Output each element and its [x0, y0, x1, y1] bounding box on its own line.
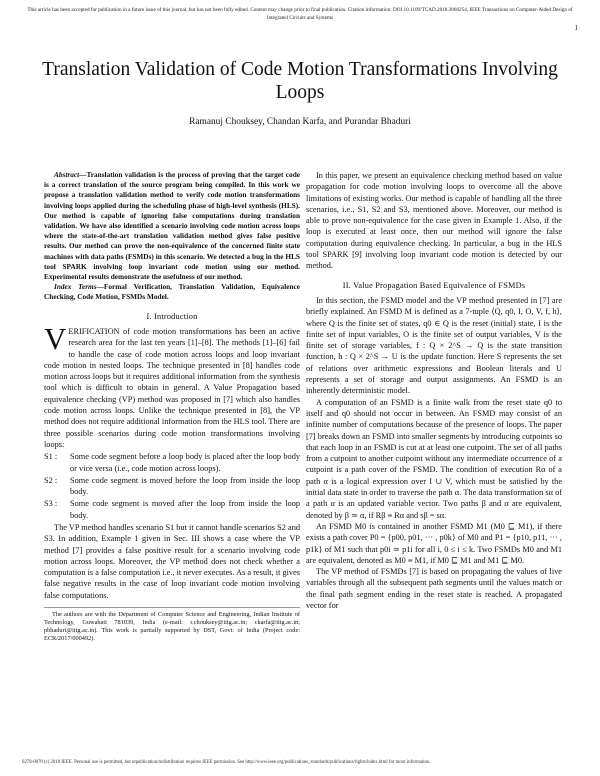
abstract-label: Abstract — [54, 170, 80, 179]
scenario-label: S3 : — [44, 499, 58, 509]
right-paragraph-1: In this paper, we present an equivalence checking method based on value propagation for code motion involving loops to overcome all the above limitations of existing works. Our method is capable of handling all the three scenarios, i.e., S1, S2 and S3, mentioned above. Moreover, our method is able to prove non-equivalence for the case given in Example 1. Also, if the loop is executed at least once, then our method will ignore the false computation during equivalence checking. In particular, a bug in the HLS tool SPARK [9] involving loop invariant code motion is detected by our method. — [306, 171, 562, 271]
right-paragraph-5: The VP method of FSMDs [7] is based on propagating the values of live variables through all the subsequent path segments until the values match or the final path segment ending in the reset state is reached. A propagated vector for — [306, 567, 562, 610]
section-heading-introduction: I. Introduction — [146, 311, 198, 321]
abstract-text: —Translation validation is the process of proving that the target code is a correct translation of the source program being compiled. In this work we propose a translation validation method to verify code motion transformations involving loops applied during the scheduling phase of high-level synthesis (HLS). Our method is capable of ignoring false computations during translation validation. We have also identified a scenario involving code motion across loops where the state-of-the-art translation validation method gives false positive results. Our method can prove the non-equivalence of the concerned finite state machines with data paths (FSMDs) in this scenario. We detected a bug in the HLS tool SPARK involving loop invariant code motion using our method. Experimental results demonstrate the usefulness of our method. — [44, 170, 300, 282]
right-paragraph-3: A computation of an FSMD is a finite walk from the reset state q0 to itself and q0 should not occur in between. An FSMD may consist of an infinite number of computations because of the presence of loops. The paper [7] breaks down an FSMD into smaller segments by introducing cutpoints so that each loop in an FSMD is cut at at least one cutpoint. The set of all paths from a cutpoint to another cutpoint without any intermediate occurrence of a cutpoint is a path cover of the FSMD. The condition of execution Rα of a path α is a logical expression over I ∪ V, which must be satisfied by the initial data state in order to traverse the path α. The data transformation sα of a path α is an updated variable vector. Two paths β and α are equivalent, denoted by β ≃ α, if Rβ ≡ Rα and sβ = sα. — [306, 397, 562, 520]
scenario-item — [44, 451, 300, 474]
index-terms-text: —Formal Verification, Translation Validation, Equivalence Checking, Code Motion, FSMDs Model. — [44, 282, 301, 302]
scenario-item — [44, 475, 300, 498]
index-terms-label: Index Terms — [54, 282, 97, 292]
index-terms — [44, 282, 300, 302]
right-paragraph-4: An FSMD M0 is contained in another FSMD M1 (M0 ⊑ M1), if there exists a path cover P0 = {p00, p01, ··· , p0k} of M0 and P1 = {p10, p11, ··· , p1k} of M1 such that p0i ≃ p1i for all i, 0 ≤ i ≤ k. Two FSMDs M0 and M1 are equivalent, denoted as M0 ≡ M1, if M0 ⊑ M1 and M1 ⊑ M0. — [306, 521, 562, 565]
scenario-text: Some code segment before a loop body is placed after the loop body or vice versa (i.e., code motion across loops). — [70, 452, 300, 473]
author-footnote: The authors are with the Department of Computer Science and Engineering, Indian Institute of Technology, Guwahati 781039, India (e-mail: r.chouksey@iitg.ac.in; ckarfa@iitg.ac.in; pbhaduri@iitg.ac.in). This work is partially supported by DST, Govt. of India (Project code: ECR/2017/000492). — [44, 607, 300, 643]
scenario-label: S2 : — [44, 475, 58, 485]
intro-paragraph-2: The VP method handles scenario S1 but it cannot handle scenarios S2 and S3. In addition, Example 1 given in Sec. III shows a case where the VP method [7] provides a false positive result for a scenario involving code motion across loops. Moreover, the VP method does not check whether a computation is a false computation i.e., it never executes. As a result, it gives false negative results in the case of loop invariant code motion involving false computations. — [44, 522, 300, 600]
scenario-label: S1 : — [44, 452, 58, 462]
scenario-text: Some code segment is moved before the loop from inside the loop body. — [70, 475, 300, 497]
scenario-text: Some code segment is moved after the loop from inside the loop body. — [70, 499, 300, 520]
page-number: 1 — [574, 24, 578, 32]
paper-authors: Ramanuj Chouksey, Chandan Karfa, and Purandar Bhaduri — [189, 117, 411, 127]
abstract — [44, 170, 300, 282]
scenario-item — [44, 498, 300, 521]
copyright-footer — [22, 760, 578, 765]
drop-cap: V — [44, 320, 67, 356]
section-heading-value-propagation: II. Value Propagation Based Equivalence of FSMDs — [342, 280, 526, 290]
paper-title: Translation Validation of Code Motion Transformations Involving Loops — [42, 59, 558, 103]
right-paragraph-2: In this section, the FSMD model and the VP method presented in [7] are briefly explained. An FSMD M is defined as a 7-tuple ⟨Q, q0, I, O, V, f, h⟩, where Q is the finite set of states, q0 ∈ Q is the reset (initial) state, I is the finite set of input variables, O is the finite set of output variables, V is the finite set of storage variables, f : Q × 2^S → Q is the state transition function, h : Q × 2^S → U is the update function. Here S represents the set of relations over arithmetic expressions and Boolean literals and U represents a set of storage and output assignments. An FSMD is an inherently deterministic model. — [306, 295, 562, 396]
publication-banner: This article has been accepted for publication in a future issue of this journal, but has not been fully edited. Content may change prior to final publication. Citation information: DOI 10.1109/TCAD.2018.2866254, IEEE Transactions on Computer-Aided Design of Integrated Circuits and Systems — [27, 7, 573, 21]
intro-paragraph-1 — [44, 320, 300, 450]
left-column — [44, 170, 300, 643]
intro-paragraph-1-text: ERIFICATION of code motion transformations has been an active research area for the last ten years [1]–[8]. The methods [1]–[6] fail to handle the case of code motion across loops and loop invariant code motion in nested loops. The technique presented in [8] handles code motion across loops but it requires additional information from the synthesis tool which is difficult to obtain in general. A Value Propagation based equivalence checking (VP) method was proposed in [7] which also handles code motion across loops. Unlike the technique presented in [8], the VP method does not require additional information from the HLS tool. There are three possible scenarios during code motion transformations involving loops: — [44, 326, 300, 449]
footer-text: 0278-0070 (c) 2018 IEEE. Personal use is permitted, but republication/redistribution requires IEEE permission. See http://www.ieee.org/publications_standards/publications/rights/index.html for more information. — [22, 760, 431, 765]
right-column — [306, 170, 562, 611]
